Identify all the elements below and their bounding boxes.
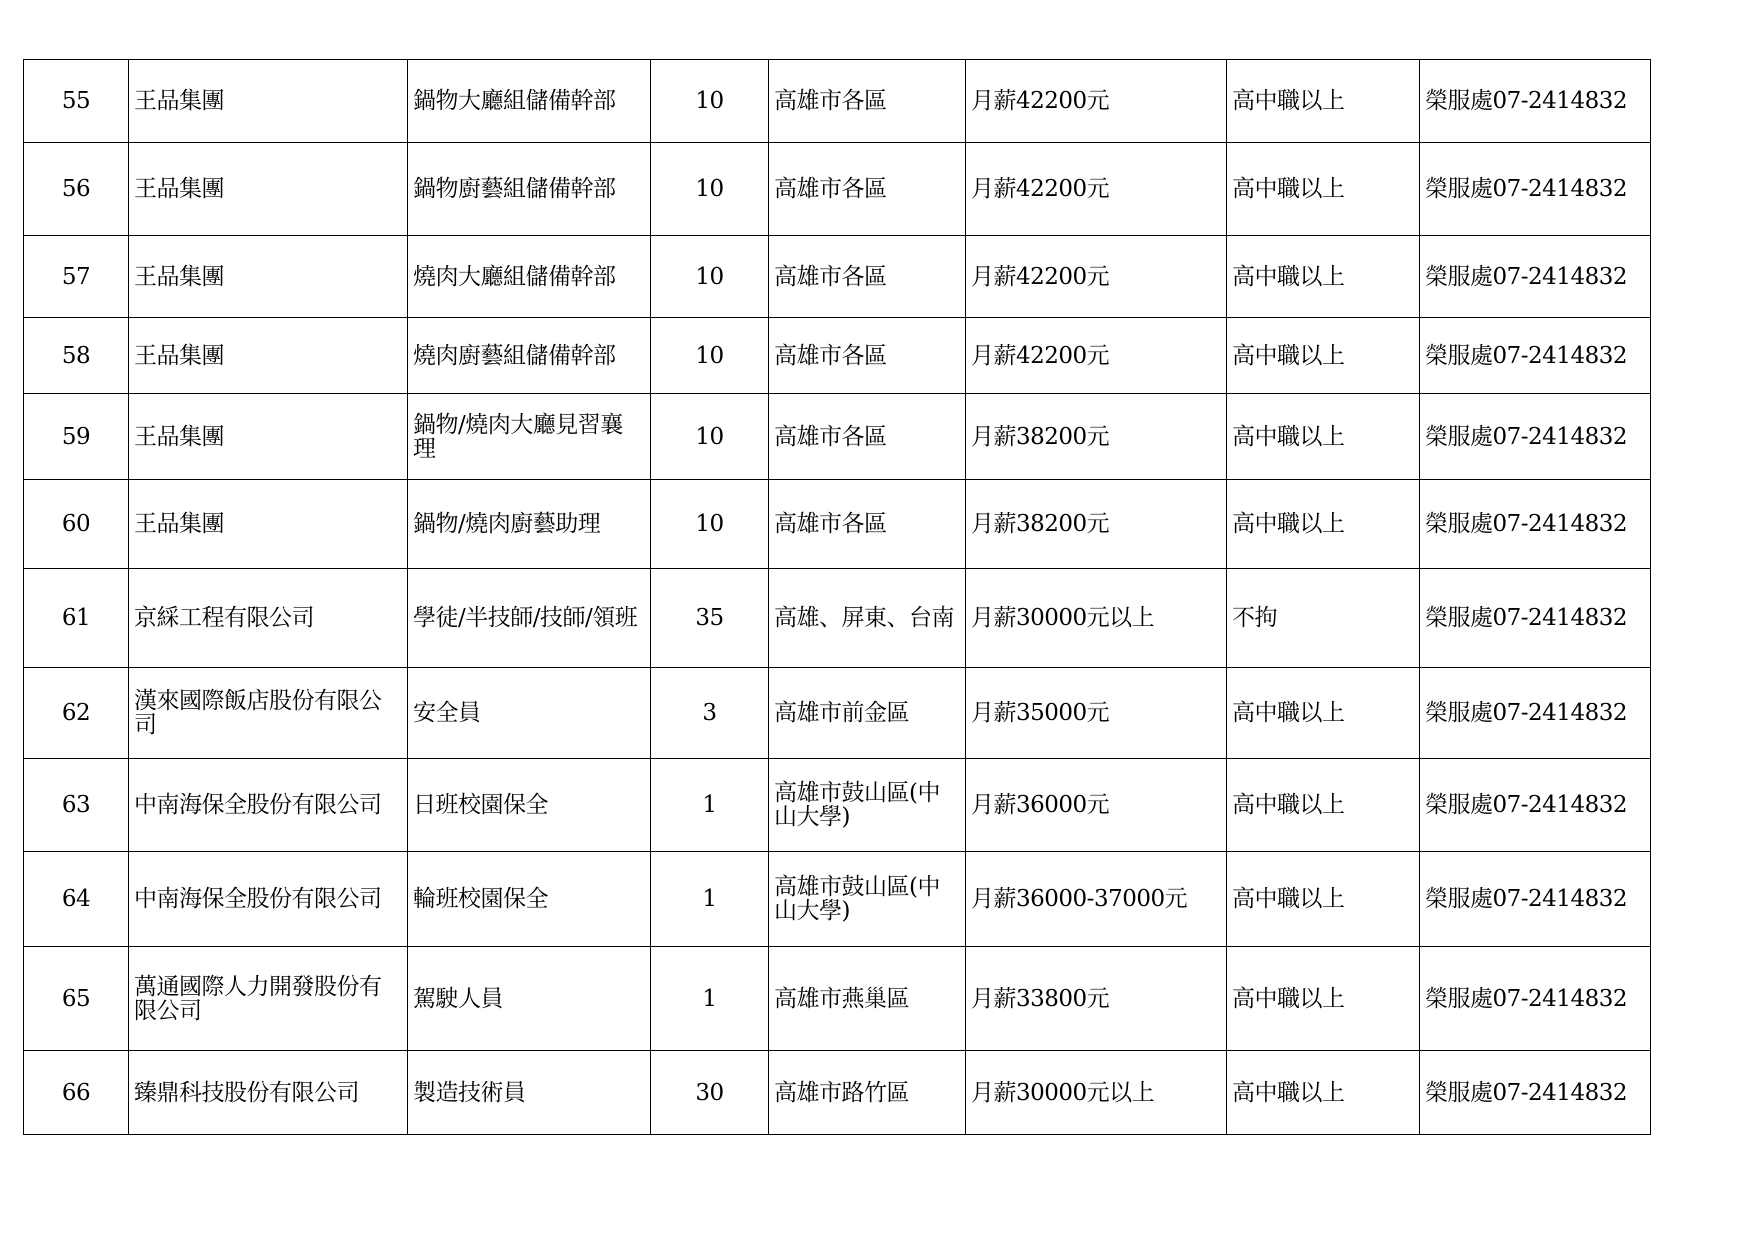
- work-location-cell: 高雄市各區: [769, 60, 966, 143]
- contact-cell: 榮服處07-2414832: [1420, 394, 1651, 480]
- work-location-cell: 高雄市燕巢區: [769, 947, 966, 1051]
- job-title-cell: 駕駛人員: [408, 947, 651, 1051]
- contact-cell: 榮服處07-2414832: [1420, 852, 1651, 947]
- education-requirement-cell: 不拘: [1227, 569, 1420, 668]
- contact-cell: 榮服處07-2414832: [1420, 1051, 1651, 1135]
- openings-count-cell: 30: [651, 1051, 769, 1135]
- table-row: [24, 480, 1651, 569]
- contact-cell: 榮服處07-2414832: [1420, 143, 1651, 236]
- company-name-cell: 臻鼎科技股份有限公司: [129, 1051, 408, 1135]
- contact-cell: 榮服處07-2414832: [1420, 236, 1651, 318]
- row-number-cell: 57: [24, 236, 129, 318]
- work-location-cell: 高雄市路竹區: [769, 1051, 966, 1135]
- salary-cell: 月薪42200元: [966, 143, 1227, 236]
- work-location-cell: 高雄、屏東、台南: [769, 569, 966, 668]
- table-row: [24, 1051, 1651, 1135]
- openings-count-cell: 10: [651, 394, 769, 480]
- salary-cell: 月薪30000元以上: [966, 569, 1227, 668]
- education-requirement-cell: 高中職以上: [1227, 394, 1420, 480]
- work-location-cell: 高雄市各區: [769, 480, 966, 569]
- contact-cell: 榮服處07-2414832: [1420, 318, 1651, 394]
- openings-count-cell: 1: [651, 947, 769, 1051]
- salary-cell: 月薪42200元: [966, 318, 1227, 394]
- work-location-cell: 高雄市各區: [769, 318, 966, 394]
- company-name-cell: 中南海保全股份有限公司: [129, 852, 408, 947]
- table-row: [24, 143, 1651, 236]
- job-title-cell: 鍋物/燒肉廚藝助理: [408, 480, 651, 569]
- work-location-cell: 高雄市各區: [769, 394, 966, 480]
- education-requirement-cell: 高中職以上: [1227, 1051, 1420, 1135]
- work-location-cell: 高雄市各區: [769, 236, 966, 318]
- job-title-cell: 日班校園保全: [408, 759, 651, 852]
- openings-count-cell: 10: [651, 60, 769, 143]
- openings-count-cell: 1: [651, 759, 769, 852]
- company-name-cell: 中南海保全股份有限公司: [129, 759, 408, 852]
- row-number-cell: 63: [24, 759, 129, 852]
- work-location-cell: 高雄市前金區: [769, 668, 966, 759]
- table-row: [24, 60, 1651, 143]
- job-title-cell: 燒肉廚藝組儲備幹部: [408, 318, 651, 394]
- row-number-cell: 60: [24, 480, 129, 569]
- company-name-cell: 王品集團: [129, 394, 408, 480]
- company-name-cell: 漢來國際飯店股份有限公司: [129, 668, 408, 759]
- salary-cell: 月薪38200元: [966, 394, 1227, 480]
- table-row: [24, 394, 1651, 480]
- salary-cell: 月薪33800元: [966, 947, 1227, 1051]
- table-row: [24, 318, 1651, 394]
- company-name-cell: 京綵工程有限公司: [129, 569, 408, 668]
- table-row: [24, 947, 1651, 1051]
- row-number-cell: 55: [24, 60, 129, 143]
- company-name-cell: 王品集團: [129, 318, 408, 394]
- contact-cell: 榮服處07-2414832: [1420, 569, 1651, 668]
- row-number-cell: 58: [24, 318, 129, 394]
- openings-count-cell: 35: [651, 569, 769, 668]
- salary-cell: 月薪30000元以上: [966, 1051, 1227, 1135]
- openings-count-cell: 1: [651, 852, 769, 947]
- job-title-cell: 輪班校園保全: [408, 852, 651, 947]
- row-number-cell: 59: [24, 394, 129, 480]
- job-title-cell: 鍋物/燒肉大廳見習襄理: [408, 394, 651, 480]
- contact-cell: 榮服處07-2414832: [1420, 60, 1651, 143]
- job-title-cell: 鍋物大廳組儲備幹部: [408, 60, 651, 143]
- work-location-cell: 高雄市鼓山區(中山大學): [769, 759, 966, 852]
- contact-cell: 榮服處07-2414832: [1420, 480, 1651, 569]
- openings-count-cell: 10: [651, 236, 769, 318]
- job-title-cell: 安全員: [408, 668, 651, 759]
- salary-cell: 月薪36000-37000元: [966, 852, 1227, 947]
- table-row: [24, 236, 1651, 318]
- openings-count-cell: 10: [651, 318, 769, 394]
- row-number-cell: 66: [24, 1051, 129, 1135]
- education-requirement-cell: 高中職以上: [1227, 759, 1420, 852]
- row-number-cell: 64: [24, 852, 129, 947]
- job-title-cell: 燒肉大廳組儲備幹部: [408, 236, 651, 318]
- salary-cell: 月薪38200元: [966, 480, 1227, 569]
- contact-cell: 榮服處07-2414832: [1420, 668, 1651, 759]
- company-name-cell: 王品集團: [129, 143, 408, 236]
- openings-count-cell: 10: [651, 143, 769, 236]
- salary-cell: 月薪36000元: [966, 759, 1227, 852]
- company-name-cell: 王品集團: [129, 60, 408, 143]
- salary-cell: 月薪35000元: [966, 668, 1227, 759]
- company-name-cell: 王品集團: [129, 480, 408, 569]
- job-title-cell: 學徒/半技師/技師/領班: [408, 569, 651, 668]
- table-row: [24, 668, 1651, 759]
- education-requirement-cell: 高中職以上: [1227, 852, 1420, 947]
- table-row: [24, 569, 1651, 668]
- job-listing-table: [23, 59, 1651, 1135]
- row-number-cell: 61: [24, 569, 129, 668]
- row-number-cell: 56: [24, 143, 129, 236]
- company-name-cell: 萬通國際人力開發股份有限公司: [129, 947, 408, 1051]
- job-title-cell: 製造技術員: [408, 1051, 651, 1135]
- education-requirement-cell: 高中職以上: [1227, 236, 1420, 318]
- table-row: [24, 759, 1651, 852]
- education-requirement-cell: 高中職以上: [1227, 318, 1420, 394]
- openings-count-cell: 10: [651, 480, 769, 569]
- table-row: [24, 852, 1651, 947]
- work-location-cell: 高雄市各區: [769, 143, 966, 236]
- education-requirement-cell: 高中職以上: [1227, 947, 1420, 1051]
- row-number-cell: 65: [24, 947, 129, 1051]
- openings-count-cell: 3: [651, 668, 769, 759]
- education-requirement-cell: 高中職以上: [1227, 480, 1420, 569]
- work-location-cell: 高雄市鼓山區(中山大學): [769, 852, 966, 947]
- contact-cell: 榮服處07-2414832: [1420, 947, 1651, 1051]
- salary-cell: 月薪42200元: [966, 60, 1227, 143]
- contact-cell: 榮服處07-2414832: [1420, 759, 1651, 852]
- company-name-cell: 王品集團: [129, 236, 408, 318]
- salary-cell: 月薪42200元: [966, 236, 1227, 318]
- education-requirement-cell: 高中職以上: [1227, 668, 1420, 759]
- row-number-cell: 62: [24, 668, 129, 759]
- education-requirement-cell: 高中職以上: [1227, 60, 1420, 143]
- job-title-cell: 鍋物廚藝組儲備幹部: [408, 143, 651, 236]
- education-requirement-cell: 高中職以上: [1227, 143, 1420, 236]
- table-body: [24, 60, 1651, 1135]
